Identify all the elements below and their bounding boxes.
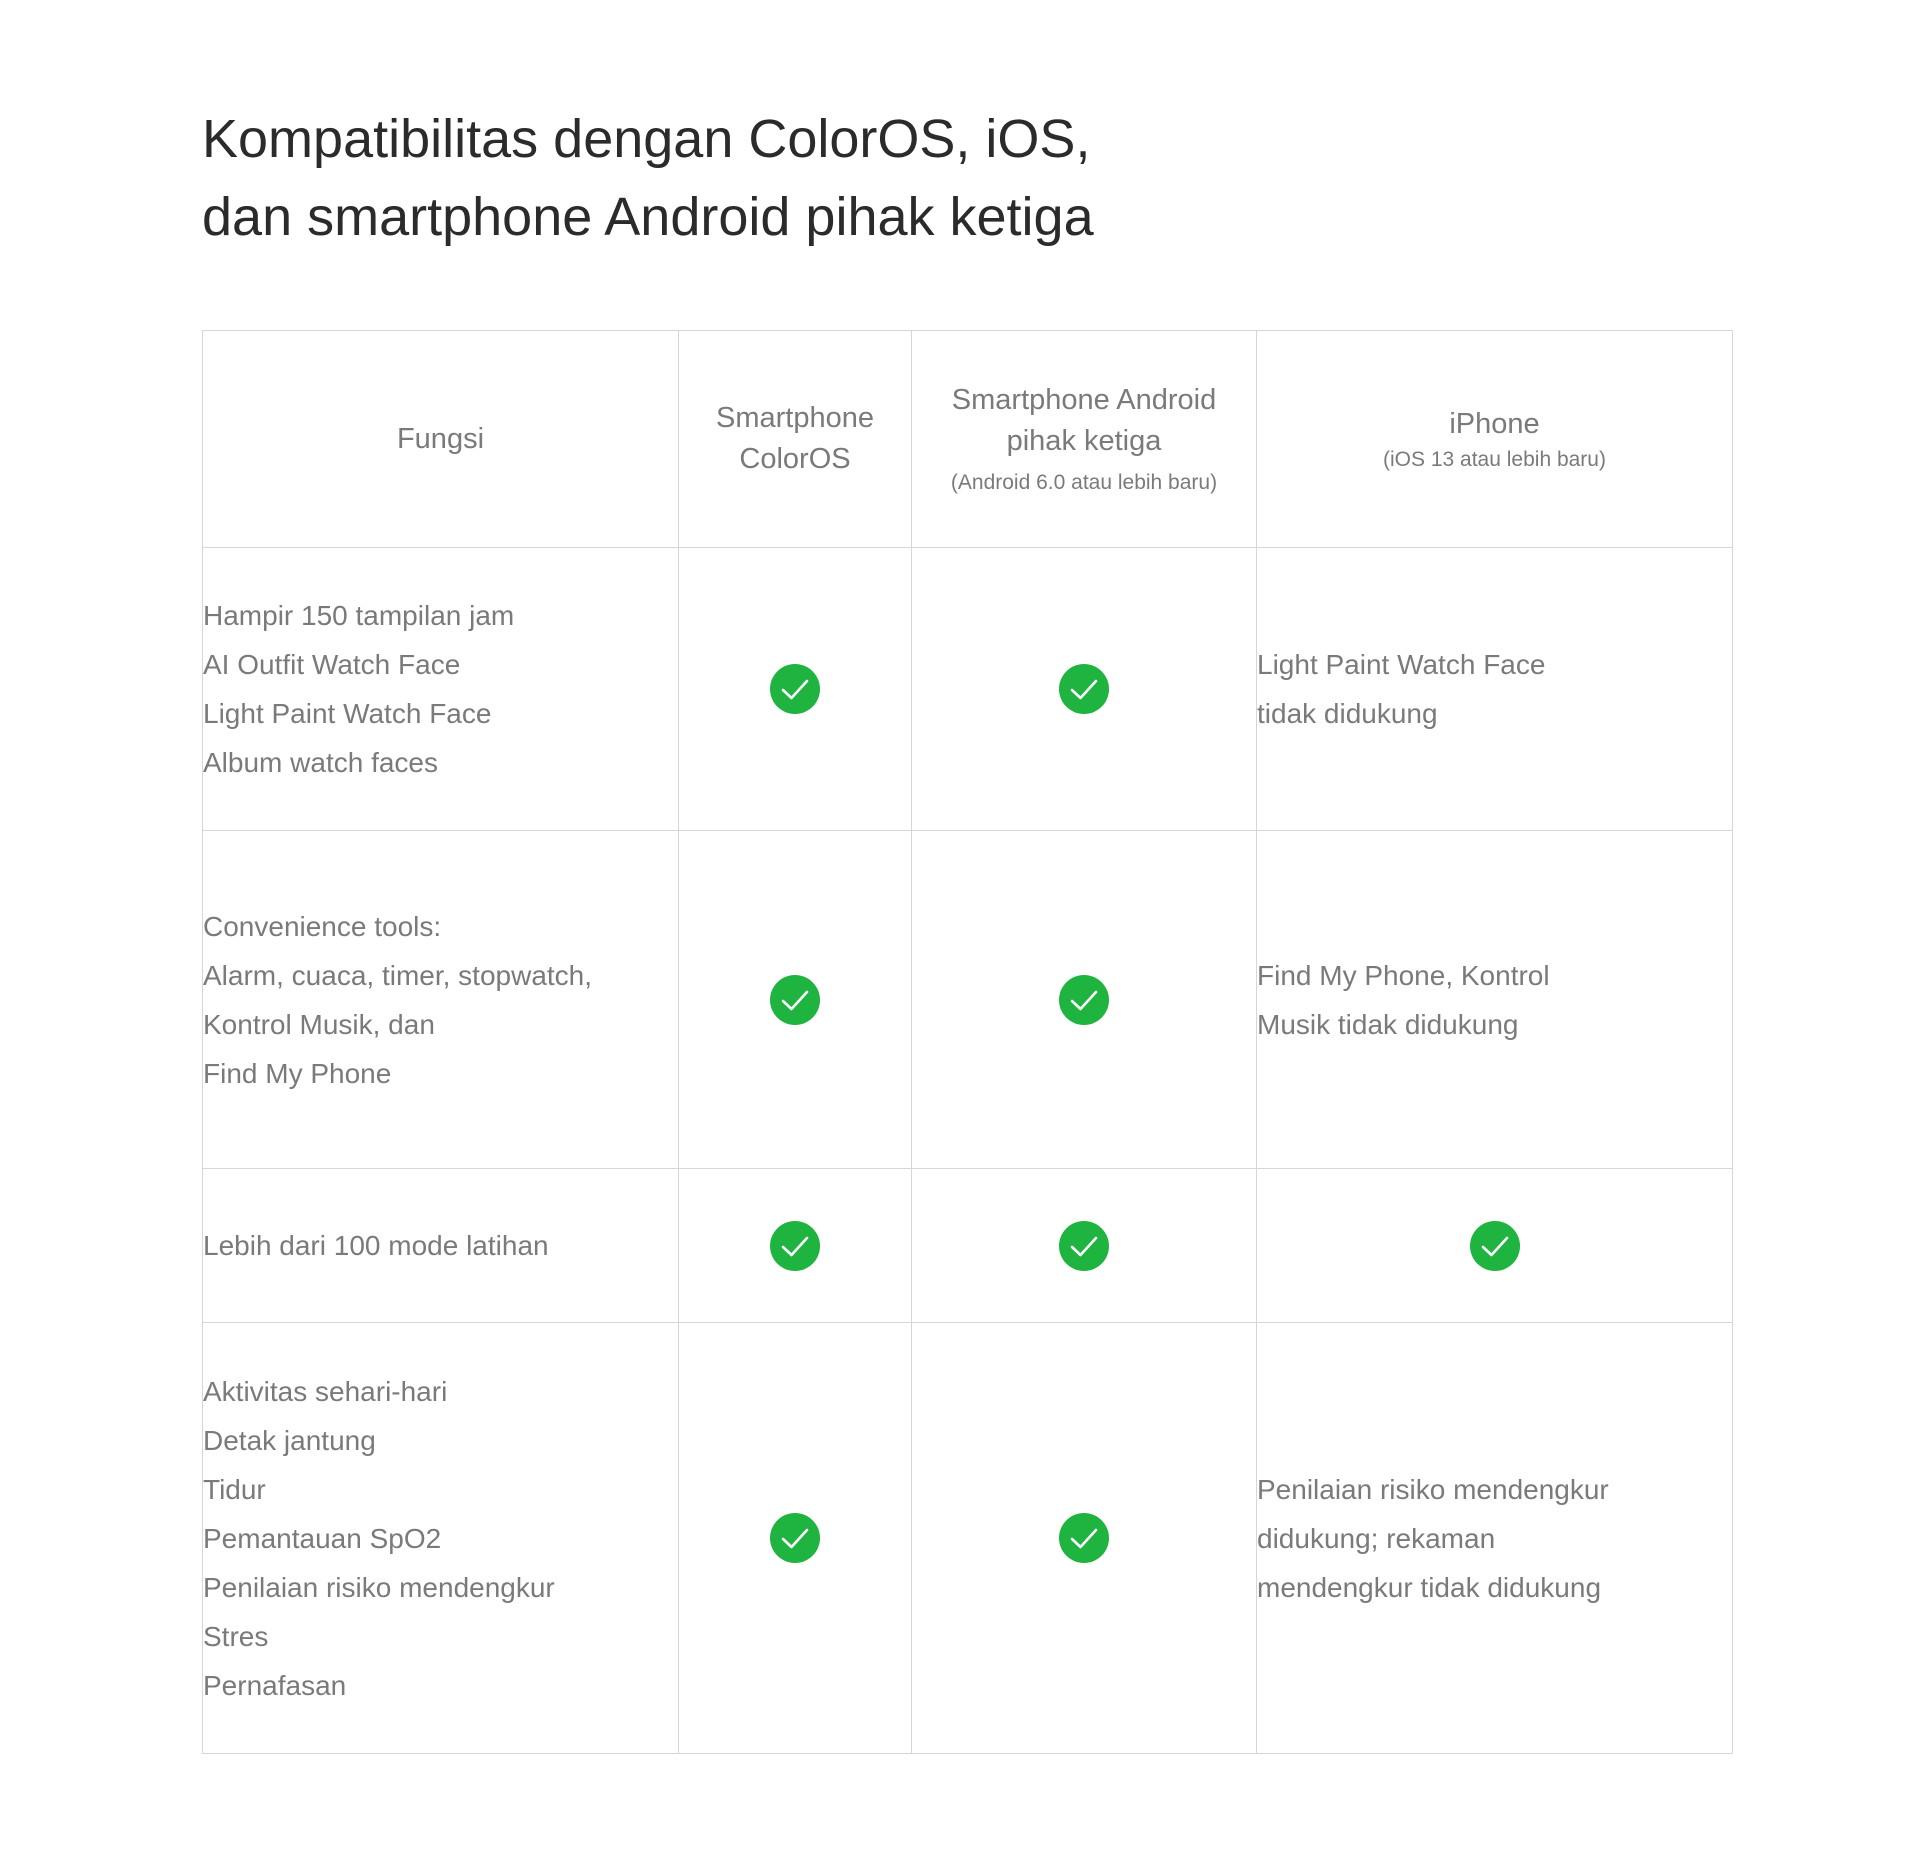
header-iphone-sub: (iOS 13 atau lebih baru) bbox=[1383, 447, 1606, 471]
check-circle-icon bbox=[1470, 1221, 1520, 1271]
iphone-note-line: Musik tidak didukung bbox=[1257, 1008, 1519, 1040]
function-item: Pernafasan bbox=[203, 1669, 347, 1701]
page-title-line-2: dan smartphone Android pihak ketiga bbox=[202, 187, 1094, 247]
function-item: Aktivitas sehari-hari bbox=[203, 1375, 448, 1407]
check-circle-icon bbox=[1059, 1513, 1109, 1563]
header-coloros-line-1: Smartphone bbox=[716, 402, 874, 434]
iphone-note-line: Find My Phone, Kontrol bbox=[1257, 959, 1550, 991]
iphone-note-line: didukung; rekaman bbox=[1257, 1522, 1496, 1554]
page-title bbox=[202, 100, 1602, 256]
function-item: Find My Phone bbox=[203, 1057, 392, 1089]
page-title-line-1: Kompatibilitas dengan ColorOS, iOS, bbox=[202, 109, 1091, 169]
function-item: Lebih dari 100 mode latihan bbox=[203, 1230, 549, 1261]
header-fungsi bbox=[203, 331, 679, 548]
function-cell bbox=[203, 1323, 679, 1754]
check-circle-icon bbox=[1059, 1221, 1109, 1271]
android-support-cell bbox=[912, 831, 1257, 1169]
table-row bbox=[203, 831, 1733, 1169]
iphone-note-cell bbox=[1257, 548, 1733, 831]
function-item: Detak jantung bbox=[203, 1424, 376, 1456]
header-coloros bbox=[679, 331, 912, 548]
function-item: Stres bbox=[203, 1620, 269, 1652]
function-cell bbox=[203, 831, 679, 1169]
android-support-cell bbox=[912, 1169, 1257, 1323]
function-item: Alarm, cuaca, timer, stopwatch, bbox=[203, 959, 593, 991]
iphone-support-cell bbox=[1257, 1169, 1733, 1323]
check-circle-icon bbox=[770, 1221, 820, 1271]
coloros-support-cell bbox=[679, 548, 912, 831]
coloros-support-cell bbox=[679, 1169, 912, 1323]
android-support-cell bbox=[912, 548, 1257, 831]
table-row bbox=[203, 1323, 1733, 1754]
header-fungsi-label: Fungsi bbox=[396, 422, 485, 455]
check-circle-icon bbox=[770, 1513, 820, 1563]
function-item: Tidur bbox=[203, 1473, 266, 1505]
table-row bbox=[203, 1169, 1733, 1323]
iphone-note-cell bbox=[1257, 831, 1733, 1169]
function-item: Penilaian risiko mendengkur bbox=[203, 1571, 555, 1603]
iphone-note-line: tidak didukung bbox=[1257, 698, 1438, 729]
function-item: Pemantauan SpO2 bbox=[203, 1522, 442, 1554]
check-circle-icon bbox=[770, 975, 820, 1025]
header-android bbox=[912, 331, 1257, 548]
header-row bbox=[203, 331, 1733, 548]
header-iphone-line-1: iPhone bbox=[1449, 407, 1540, 440]
header-android-line-2: pihak ketiga bbox=[1006, 425, 1162, 457]
iphone-note-cell bbox=[1257, 1323, 1733, 1754]
check-circle-icon bbox=[1059, 664, 1109, 714]
header-coloros-line-2: ColorOS bbox=[739, 443, 851, 475]
check-circle-icon bbox=[1059, 975, 1109, 1025]
function-item: Hampir 150 tampilan jam bbox=[203, 600, 515, 631]
iphone-note-line: mendengkur tidak didukung bbox=[1257, 1571, 1602, 1603]
function-cell bbox=[203, 1169, 679, 1323]
header-android-sub: (Android 6.0 atau lebih baru) bbox=[950, 471, 1218, 494]
function-item: Kontrol Musik, dan bbox=[203, 1008, 435, 1040]
function-item: Light Paint Watch Face bbox=[203, 698, 492, 729]
header-android-line-1: Smartphone Android bbox=[951, 384, 1217, 416]
coloros-support-cell bbox=[679, 831, 912, 1169]
iphone-note-line: Light Paint Watch Face bbox=[1257, 649, 1546, 680]
function-item: Album watch faces bbox=[203, 747, 438, 778]
header-iphone bbox=[1257, 331, 1733, 548]
table-row bbox=[203, 548, 1733, 831]
check-circle-icon bbox=[770, 664, 820, 714]
iphone-note-line: Penilaian risiko mendengkur bbox=[1257, 1473, 1609, 1505]
android-support-cell bbox=[912, 1323, 1257, 1754]
function-item: Convenience tools: bbox=[203, 910, 442, 942]
coloros-support-cell bbox=[679, 1323, 912, 1754]
function-cell bbox=[203, 548, 679, 831]
function-item: AI Outfit Watch Face bbox=[203, 649, 461, 680]
compatibility-table bbox=[202, 330, 1733, 1754]
